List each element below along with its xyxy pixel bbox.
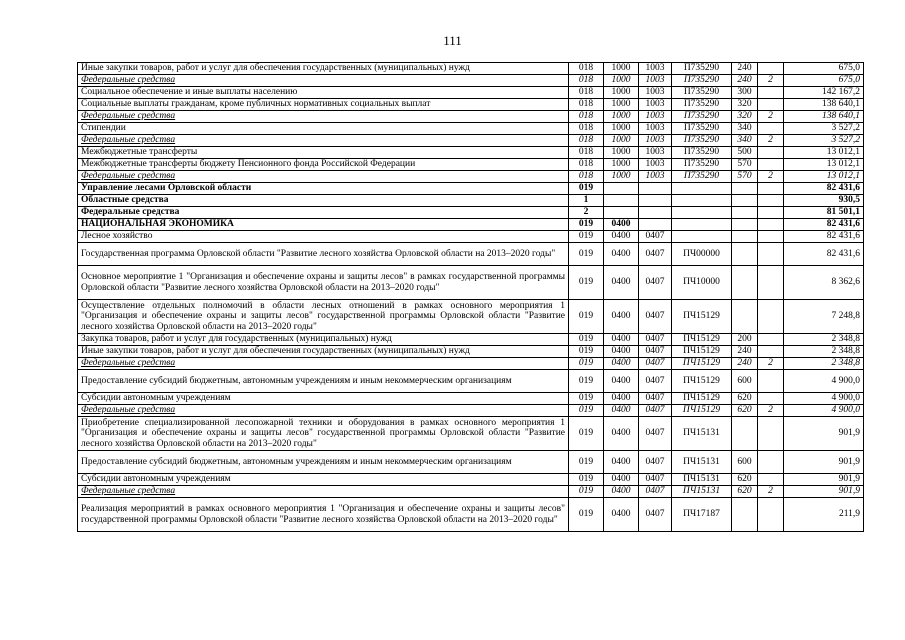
cell-amount: 4 900,0 xyxy=(784,405,864,417)
cell-target-article: ПЧ00000 xyxy=(672,243,732,266)
row-description: Федеральные средства xyxy=(78,358,569,370)
row-description: Субсидии автономным учреждениям xyxy=(78,393,569,405)
cell-section-code: 1000 xyxy=(604,171,639,183)
cell-target-article: П735290 xyxy=(672,75,732,87)
cell-target-article: ПЧ15129 xyxy=(672,358,732,370)
table-row xyxy=(78,99,864,111)
table-row xyxy=(78,486,864,498)
cell-amount: 7 248,8 xyxy=(784,300,864,334)
row-description: Основное мероприятие 1 "Организация и обеспечение охраны и защиты лесов" в рамках государственной программы Орловской области "Развитие лесного хозяйства Орловской области на 2013–2020 годы" xyxy=(78,266,569,300)
cell-admin-code: 019 xyxy=(569,405,604,417)
table-row xyxy=(78,370,864,393)
cell-expense-type xyxy=(732,195,758,207)
cell-amount: 675,0 xyxy=(784,63,864,75)
cell-section-code: 0400 xyxy=(604,451,639,474)
table-row xyxy=(78,87,864,99)
cell-subsection-code: 0407 xyxy=(639,334,672,346)
cell-amount: 82 431,6 xyxy=(784,243,864,266)
table-row xyxy=(78,63,864,75)
table-row xyxy=(78,111,864,123)
cell-target-article: ПЧ15129 xyxy=(672,334,732,346)
cell-amount: 2 348,8 xyxy=(784,346,864,358)
table-row xyxy=(78,346,864,358)
cell-target-article: П735290 xyxy=(672,171,732,183)
row-description: Межбюджетные трансферты бюджету Пенсионного фонда Российской Федерации xyxy=(78,159,569,171)
cell-expense-type: 500 xyxy=(732,147,758,159)
cell-funding-source xyxy=(758,498,784,532)
cell-target-article: П735290 xyxy=(672,147,732,159)
cell-amount: 901,9 xyxy=(784,474,864,486)
cell-admin-code: 019 xyxy=(569,300,604,334)
cell-subsection-code xyxy=(639,219,672,231)
cell-admin-code: 019 xyxy=(569,393,604,405)
cell-expense-type: 200 xyxy=(732,334,758,346)
cell-subsection-code: 0407 xyxy=(639,474,672,486)
cell-admin-code: 018 xyxy=(569,63,604,75)
row-description: Предоставление субсидий бюджетным, автономным учреждениям и иным некоммерческим организациям xyxy=(78,451,569,474)
cell-section-code: 0400 xyxy=(604,486,639,498)
table-row xyxy=(78,300,864,334)
table-body xyxy=(78,63,864,532)
cell-amount: 901,9 xyxy=(784,486,864,498)
cell-expense-type: 300 xyxy=(732,87,758,99)
cell-subsection-code: 1003 xyxy=(639,99,672,111)
cell-admin-code: 018 xyxy=(569,135,604,147)
row-description: Субсидии автономным учреждениям xyxy=(78,474,569,486)
cell-section-code: 1000 xyxy=(604,63,639,75)
cell-subsection-code xyxy=(639,207,672,219)
cell-funding-source: 2 xyxy=(758,111,784,123)
row-description: Областные средства xyxy=(78,195,569,207)
cell-target-article: ПЧ15129 xyxy=(672,370,732,393)
cell-amount: 13 012,1 xyxy=(784,159,864,171)
cell-funding-source xyxy=(758,451,784,474)
cell-funding-source: 2 xyxy=(758,486,784,498)
cell-target-article: ПЧ15129 xyxy=(672,393,732,405)
cell-subsection-code: 0407 xyxy=(639,266,672,300)
cell-target-article: П735290 xyxy=(672,63,732,75)
cell-section-code: 1000 xyxy=(604,87,639,99)
cell-expense-type: 570 xyxy=(732,171,758,183)
cell-amount: 8 362,6 xyxy=(784,266,864,300)
cell-section-code: 0400 xyxy=(604,266,639,300)
cell-admin-code: 019 xyxy=(569,370,604,393)
table-row xyxy=(78,171,864,183)
cell-target-article: ПЧ15131 xyxy=(672,474,732,486)
cell-target-article: П735290 xyxy=(672,159,732,171)
cell-amount: 138 640,1 xyxy=(784,111,864,123)
cell-amount: 211,9 xyxy=(784,498,864,532)
cell-admin-code: 019 xyxy=(569,183,604,195)
table-row xyxy=(78,474,864,486)
row-description: Федеральные средства xyxy=(78,207,569,219)
cell-admin-code: 019 xyxy=(569,486,604,498)
cell-admin-code: 1 xyxy=(569,195,604,207)
cell-admin-code: 019 xyxy=(569,266,604,300)
cell-subsection-code: 1003 xyxy=(639,171,672,183)
row-description: Межбюджетные трансферты xyxy=(78,147,569,159)
cell-section-code: 1000 xyxy=(604,99,639,111)
row-description: Федеральные средства xyxy=(78,135,569,147)
budget-table xyxy=(77,62,864,532)
table-row xyxy=(78,183,864,195)
cell-amount: 4 900,0 xyxy=(784,370,864,393)
cell-admin-code: 018 xyxy=(569,147,604,159)
cell-target-article: ПЧ15131 xyxy=(672,486,732,498)
cell-admin-code: 018 xyxy=(569,99,604,111)
cell-amount: 81 501,1 xyxy=(784,207,864,219)
cell-admin-code: 018 xyxy=(569,111,604,123)
cell-target-article: П735290 xyxy=(672,87,732,99)
cell-funding-source xyxy=(758,147,784,159)
cell-section-code: 0400 xyxy=(604,498,639,532)
cell-section-code: 0400 xyxy=(604,346,639,358)
cell-target-article: П735290 xyxy=(672,123,732,135)
row-description: Иные закупки товаров, работ и услуг для обеспечения государственных (муниципальных) нужд xyxy=(78,346,569,358)
cell-amount: 3 527,2 xyxy=(784,135,864,147)
cell-subsection-code: 0407 xyxy=(639,486,672,498)
cell-section-code: 0400 xyxy=(604,300,639,334)
cell-section-code: 0400 xyxy=(604,370,639,393)
cell-admin-code: 018 xyxy=(569,159,604,171)
table-row xyxy=(78,417,864,451)
cell-funding-source xyxy=(758,266,784,300)
cell-subsection-code: 1003 xyxy=(639,135,672,147)
row-description: Осуществление отдельных полномочий в области лесных отношений в рамках основного мероприятия 1 "Организация и обеспечение охраны и защиты лесов" государственной программы Орловской области "Развитие лесного хозяйства Орловской области на 2013–2020 годы" xyxy=(78,300,569,334)
cell-funding-source: 2 xyxy=(758,75,784,87)
table-row xyxy=(78,147,864,159)
cell-expense-type: 240 xyxy=(732,75,758,87)
cell-amount: 13 012,1 xyxy=(784,171,864,183)
cell-expense-type: 340 xyxy=(732,123,758,135)
cell-expense-type xyxy=(732,417,758,451)
cell-funding-source xyxy=(758,346,784,358)
cell-expense-type: 600 xyxy=(732,370,758,393)
cell-target-article: ПЧ15129 xyxy=(672,405,732,417)
cell-subsection-code: 1003 xyxy=(639,75,672,87)
cell-subsection-code: 1003 xyxy=(639,63,672,75)
row-description: Государственная программа Орловской области "Развитие лесного хозяйства Орловской области на 2013–2020 годы" xyxy=(78,243,569,266)
cell-admin-code: 019 xyxy=(569,334,604,346)
table-row xyxy=(78,334,864,346)
cell-amount: 138 640,1 xyxy=(784,99,864,111)
cell-funding-source xyxy=(758,195,784,207)
row-description: Реализация мероприятий в рамках основного мероприятия 1 "Организация и обеспечение охраны и защиты лесов" государственной программы Орловской области "Развитие лесного хозяйства Орловской области на 2013–2020 годы" xyxy=(78,498,569,532)
cell-funding-source xyxy=(758,243,784,266)
cell-subsection-code: 1003 xyxy=(639,87,672,99)
cell-section-code: 0400 xyxy=(604,358,639,370)
cell-funding-source xyxy=(758,207,784,219)
row-description: Иные закупки товаров, работ и услуг для обеспечения государственных (муниципальных) нужд xyxy=(78,63,569,75)
cell-section-code: 1000 xyxy=(604,147,639,159)
row-description: Стипендии xyxy=(78,123,569,135)
cell-expense-type xyxy=(732,243,758,266)
cell-target-article: ПЧ15131 xyxy=(672,451,732,474)
cell-funding-source xyxy=(758,183,784,195)
cell-target-article xyxy=(672,195,732,207)
row-description: Федеральные средства xyxy=(78,486,569,498)
cell-admin-code: 019 xyxy=(569,358,604,370)
table-row xyxy=(78,123,864,135)
cell-target-article: ПЧ15129 xyxy=(672,346,732,358)
cell-funding-source xyxy=(758,63,784,75)
cell-subsection-code: 0407 xyxy=(639,451,672,474)
cell-funding-source: 2 xyxy=(758,135,784,147)
cell-funding-source: 2 xyxy=(758,171,784,183)
row-description: Федеральные средства xyxy=(78,405,569,417)
cell-section-code: 1000 xyxy=(604,75,639,87)
cell-subsection-code: 0407 xyxy=(639,300,672,334)
cell-target-article: П735290 xyxy=(672,99,732,111)
row-description: Предоставление субсидий бюджетным, автономным учреждениям и иным некоммерческим организациям xyxy=(78,370,569,393)
cell-admin-code: 2 xyxy=(569,207,604,219)
cell-amount: 82 431,6 xyxy=(784,183,864,195)
cell-funding-source: 2 xyxy=(758,405,784,417)
cell-subsection-code: 0407 xyxy=(639,405,672,417)
row-description: Федеральные средства xyxy=(78,75,569,87)
cell-admin-code: 019 xyxy=(569,243,604,266)
cell-expense-type xyxy=(732,498,758,532)
cell-section-code: 0400 xyxy=(604,474,639,486)
cell-expense-type: 240 xyxy=(732,346,758,358)
table-row xyxy=(78,358,864,370)
cell-amount: 142 167,2 xyxy=(784,87,864,99)
cell-amount: 2 348,8 xyxy=(784,334,864,346)
table-row xyxy=(78,405,864,417)
row-description: Федеральные средства xyxy=(78,111,569,123)
cell-amount: 3 527,2 xyxy=(784,123,864,135)
cell-section-code: 0400 xyxy=(604,417,639,451)
cell-funding-source xyxy=(758,123,784,135)
cell-section-code: 1000 xyxy=(604,123,639,135)
cell-expense-type xyxy=(732,266,758,300)
cell-section-code xyxy=(604,195,639,207)
cell-funding-source xyxy=(758,99,784,111)
cell-subsection-code: 1003 xyxy=(639,123,672,135)
table-row xyxy=(78,498,864,532)
row-description: Закупка товаров, работ и услуг для государственных (муниципальных) нужд xyxy=(78,334,569,346)
cell-subsection-code: 0407 xyxy=(639,393,672,405)
cell-section-code: 1000 xyxy=(604,111,639,123)
cell-funding-source xyxy=(758,300,784,334)
cell-subsection-code xyxy=(639,195,672,207)
cell-section-code xyxy=(604,183,639,195)
cell-target-article: ПЧ17187 xyxy=(672,498,732,532)
cell-expense-type xyxy=(732,300,758,334)
cell-admin-code: 018 xyxy=(569,87,604,99)
cell-amount: 901,9 xyxy=(784,417,864,451)
row-description: Федеральные средства xyxy=(78,171,569,183)
cell-target-article: П735290 xyxy=(672,111,732,123)
cell-section-code: 1000 xyxy=(604,135,639,147)
cell-target-article: ПЧ15129 xyxy=(672,300,732,334)
cell-expense-type xyxy=(732,219,758,231)
cell-amount: 930,5 xyxy=(784,195,864,207)
cell-expense-type: 620 xyxy=(732,474,758,486)
table-row xyxy=(78,393,864,405)
cell-funding-source xyxy=(758,474,784,486)
cell-section-code: 0400 xyxy=(604,219,639,231)
cell-subsection-code: 0407 xyxy=(639,231,672,243)
row-description: Управление лесами Орловской области xyxy=(78,183,569,195)
cell-admin-code: 019 xyxy=(569,417,604,451)
table-row xyxy=(78,135,864,147)
cell-subsection-code: 0407 xyxy=(639,358,672,370)
cell-target-article: ПЧ10000 xyxy=(672,266,732,300)
table-row xyxy=(78,195,864,207)
cell-admin-code: 018 xyxy=(569,123,604,135)
cell-expense-type: 570 xyxy=(732,159,758,171)
cell-funding-source xyxy=(758,87,784,99)
cell-expense-type xyxy=(732,183,758,195)
cell-expense-type: 240 xyxy=(732,358,758,370)
cell-amount: 675,0 xyxy=(784,75,864,87)
cell-funding-source xyxy=(758,393,784,405)
row-description: Лесное хозяйство xyxy=(78,231,569,243)
cell-expense-type: 620 xyxy=(732,393,758,405)
cell-admin-code: 019 xyxy=(569,498,604,532)
cell-expense-type xyxy=(732,231,758,243)
cell-section-code: 0400 xyxy=(604,231,639,243)
row-description: Приобретение специализированной лесопожарной техники и оборудования в рамках основного мероприятия 1 "Организация и обеспечение охраны и защиты лесов" государственной программы Орловской области "Развитие лесного хозяйства Орловской области на 2013–2020 годы" xyxy=(78,417,569,451)
cell-target-article xyxy=(672,183,732,195)
cell-section-code: 0400 xyxy=(604,405,639,417)
cell-section-code: 0400 xyxy=(604,334,639,346)
cell-subsection-code: 0407 xyxy=(639,370,672,393)
cell-subsection-code: 1003 xyxy=(639,147,672,159)
cell-admin-code: 018 xyxy=(569,171,604,183)
table-row xyxy=(78,231,864,243)
cell-target-article xyxy=(672,207,732,219)
cell-admin-code: 019 xyxy=(569,474,604,486)
cell-target-article xyxy=(672,219,732,231)
table-row xyxy=(78,207,864,219)
cell-admin-code: 019 xyxy=(569,219,604,231)
page-number: 111 xyxy=(443,33,462,48)
cell-expense-type xyxy=(732,207,758,219)
cell-subsection-code: 0407 xyxy=(639,498,672,532)
row-description: Социальные выплаты гражданам, кроме публичных нормативных социальных выплат xyxy=(78,99,569,111)
table-row xyxy=(78,266,864,300)
cell-funding-source: 2 xyxy=(758,358,784,370)
cell-amount: 13 012,1 xyxy=(784,147,864,159)
cell-section-code xyxy=(604,207,639,219)
cell-admin-code: 019 xyxy=(569,231,604,243)
cell-target-article: ПЧ15131 xyxy=(672,417,732,451)
cell-funding-source xyxy=(758,334,784,346)
cell-subsection-code: 0407 xyxy=(639,346,672,358)
cell-amount: 901,9 xyxy=(784,451,864,474)
table-row xyxy=(78,75,864,87)
row-description: НАЦИОНАЛЬНАЯ ЭКОНОМИКА xyxy=(78,219,569,231)
table-row xyxy=(78,159,864,171)
table-row xyxy=(78,219,864,231)
cell-admin-code: 019 xyxy=(569,451,604,474)
cell-section-code: 1000 xyxy=(604,159,639,171)
cell-target-article xyxy=(672,231,732,243)
cell-amount: 82 431,6 xyxy=(784,231,864,243)
cell-expense-type: 340 xyxy=(732,135,758,147)
cell-expense-type: 240 xyxy=(732,63,758,75)
cell-subsection-code: 0407 xyxy=(639,243,672,266)
table-row xyxy=(78,451,864,474)
cell-expense-type: 320 xyxy=(732,99,758,111)
cell-expense-type: 320 xyxy=(732,111,758,123)
row-description: Социальное обеспечение и иные выплаты населению xyxy=(78,87,569,99)
cell-admin-code: 018 xyxy=(569,75,604,87)
cell-section-code: 0400 xyxy=(604,243,639,266)
cell-amount: 4 900,0 xyxy=(784,393,864,405)
cell-funding-source xyxy=(758,417,784,451)
cell-funding-source xyxy=(758,370,784,393)
cell-funding-source xyxy=(758,231,784,243)
cell-amount: 2 348,8 xyxy=(784,358,864,370)
cell-subsection-code xyxy=(639,183,672,195)
cell-funding-source xyxy=(758,159,784,171)
cell-section-code: 0400 xyxy=(604,393,639,405)
cell-funding-source xyxy=(758,219,784,231)
cell-subsection-code: 0407 xyxy=(639,417,672,451)
cell-expense-type: 620 xyxy=(732,405,758,417)
table-row xyxy=(78,243,864,266)
cell-subsection-code: 1003 xyxy=(639,159,672,171)
cell-amount: 82 431,6 xyxy=(784,219,864,231)
cell-admin-code: 019 xyxy=(569,346,604,358)
cell-subsection-code: 1003 xyxy=(639,111,672,123)
cell-expense-type: 620 xyxy=(732,486,758,498)
cell-target-article: П735290 xyxy=(672,135,732,147)
cell-expense-type: 600 xyxy=(732,451,758,474)
